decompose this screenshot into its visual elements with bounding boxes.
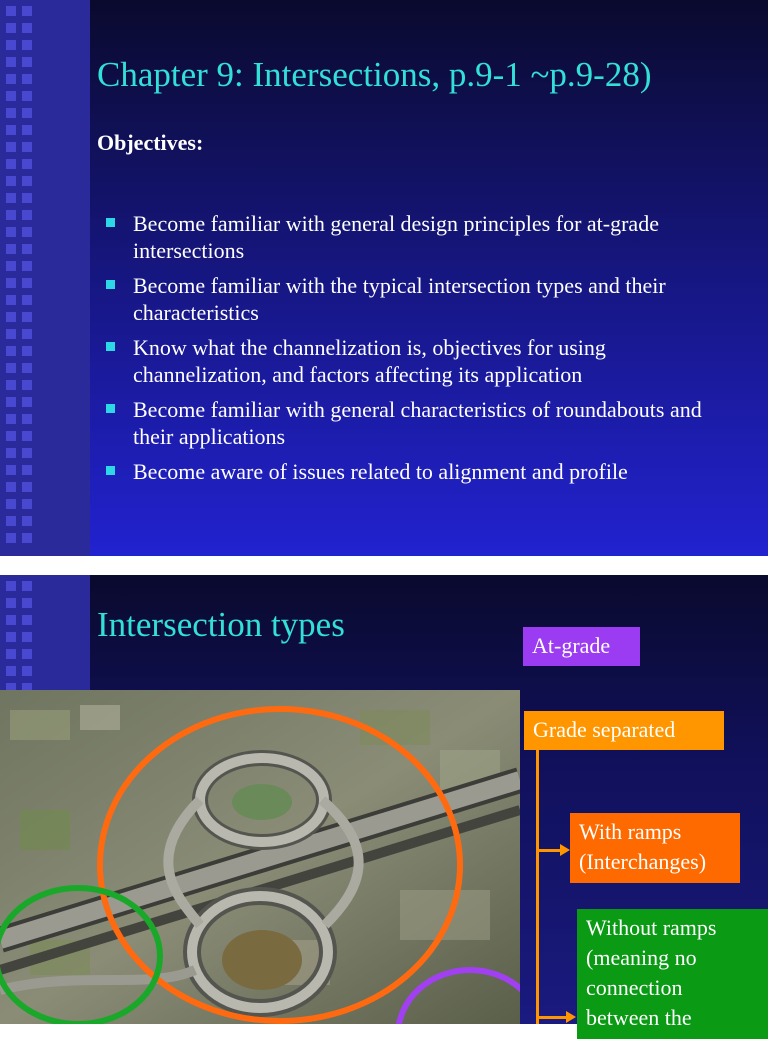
- connector-line: [536, 750, 539, 1024]
- filmstrip-square: [6, 598, 16, 608]
- filmstrip-square: [22, 329, 32, 339]
- bullet-icon: [106, 218, 115, 227]
- list-item: Know what the channelization is, objectives for using channelization, and factors affecting its application: [100, 334, 740, 388]
- filmstrip-square: [6, 227, 16, 237]
- list-item: Become familiar with general design principles for at-grade intersections: [100, 210, 740, 264]
- filmstrip-square: [22, 581, 32, 591]
- filmstrip-square: [22, 159, 32, 169]
- filmstrip-square: [22, 210, 32, 220]
- with-ramps-box: With ramps (Interchanges): [570, 813, 740, 883]
- arrow-right-icon: [566, 1011, 576, 1023]
- filmstrip-square: [22, 414, 32, 424]
- filmstrip-square: [6, 142, 16, 152]
- filmstrip-square: [22, 516, 32, 526]
- filmstrip-square: [22, 125, 32, 135]
- filmstrip-square: [6, 465, 16, 475]
- filmstrip-square: [22, 278, 32, 288]
- slide-title: Chapter 9: Intersections, p.9-1 ~p.9-28): [97, 55, 652, 94]
- filmstrip-square: [6, 632, 16, 642]
- filmstrip-square: [22, 598, 32, 608]
- filmstrip-square: [22, 295, 32, 305]
- filmstrip-square: [22, 6, 32, 16]
- filmstrip-square: [22, 176, 32, 186]
- filmstrip-square: [6, 329, 16, 339]
- filmstrip-square: [22, 397, 32, 407]
- filmstrip-square: [6, 431, 16, 441]
- list-item: Become familiar with general characteristics of roundabouts and their applications: [100, 396, 740, 450]
- filmstrip-square: [22, 448, 32, 458]
- filmstrip-square: [6, 125, 16, 135]
- bullet-icon: [106, 342, 115, 351]
- filmstrip-square: [22, 193, 32, 203]
- filmstrip-square: [22, 57, 32, 67]
- filmstrip-square: [6, 108, 16, 118]
- filmstrip-square: [6, 516, 16, 526]
- filmstrip-square: [6, 278, 16, 288]
- list-item: Become aware of issues related to alignment and profile: [100, 458, 740, 485]
- filmstrip-square: [22, 74, 32, 84]
- filmstrip-square: [6, 210, 16, 220]
- filmstrip-square: [6, 581, 16, 591]
- without-ramps-box: Without ramps (meaning no connection between the: [577, 909, 768, 1039]
- filmstrip-square: [6, 6, 16, 16]
- filmstrip-square: [22, 632, 32, 642]
- arrow-right-icon: [560, 844, 570, 856]
- filmstrip-square: [22, 142, 32, 152]
- filmstrip-square: [6, 533, 16, 543]
- bullet-icon: [106, 280, 115, 289]
- filmstrip-square: [22, 346, 32, 356]
- filmstrip-square: [22, 108, 32, 118]
- filmstrip-square: [22, 649, 32, 659]
- filmstrip-square: [22, 431, 32, 441]
- filmstrip-square: [6, 159, 16, 169]
- grade-separated-box: Grade separated: [524, 711, 724, 750]
- filmstrip-square: [6, 666, 16, 676]
- filmstrip-square: [6, 91, 16, 101]
- filmstrip-square: [22, 666, 32, 676]
- filmstrip-square: [22, 499, 32, 509]
- filmstrip-square: [6, 615, 16, 625]
- filmstrip-square: [22, 363, 32, 373]
- filmstrip-square: [22, 482, 32, 492]
- filmstrip-square: [6, 346, 16, 356]
- filmstrip-square: [22, 533, 32, 543]
- filmstrip-square: [22, 465, 32, 475]
- filmstrip-square: [6, 649, 16, 659]
- filmstrip-square: [22, 380, 32, 390]
- filmstrip-square: [6, 482, 16, 492]
- filmstrip-square: [22, 227, 32, 237]
- filmstrip-square: [6, 244, 16, 254]
- filmstrip-square: [6, 499, 16, 509]
- filmstrip-square: [6, 448, 16, 458]
- filmstrip-square: [6, 363, 16, 373]
- filmstrip-square: [6, 57, 16, 67]
- filmstrip-square: [6, 312, 16, 322]
- filmstrip-square: [6, 23, 16, 33]
- filmstrip-square: [22, 23, 32, 33]
- filmstrip-square: [6, 414, 16, 424]
- filmstrip-square: [22, 615, 32, 625]
- filmstrip-decoration: [0, 0, 90, 556]
- filmstrip-square: [6, 397, 16, 407]
- filmstrip-square: [6, 176, 16, 186]
- connector-line: [536, 849, 562, 852]
- filmstrip-square: [6, 380, 16, 390]
- filmstrip-square: [22, 244, 32, 254]
- connector-line: [536, 1016, 568, 1019]
- interchange-photo: [0, 690, 520, 1024]
- filmstrip-square: [6, 193, 16, 203]
- filmstrip-square: [22, 91, 32, 101]
- at-grade-box: At-grade: [523, 627, 640, 666]
- filmstrip-square: [22, 312, 32, 322]
- filmstrip-square: [22, 261, 32, 271]
- slide-title-intersection-types: Intersection types: [97, 605, 345, 644]
- filmstrip-square: [22, 40, 32, 50]
- filmstrip-square: [6, 261, 16, 271]
- filmstrip-square: [6, 295, 16, 305]
- filmstrip-square: [6, 74, 16, 84]
- objectives-heading: Objectives:: [97, 130, 204, 155]
- list-item: Become familiar with the typical intersection types and their characteristics: [100, 272, 740, 326]
- bullet-icon: [106, 466, 115, 475]
- bullet-icon: [106, 404, 115, 413]
- filmstrip-square: [6, 40, 16, 50]
- objectives-list: [100, 210, 740, 493]
